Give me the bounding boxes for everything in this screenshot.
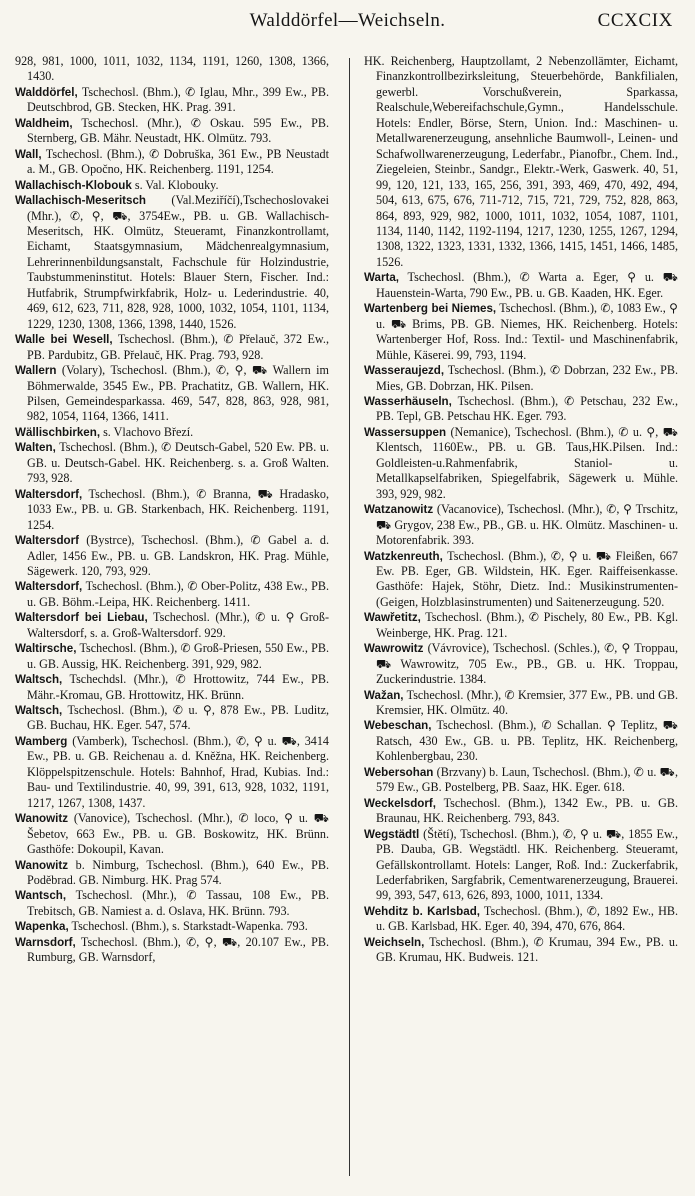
entry-text: Tschechosl. (Bhm.), ✆ Warta a. Eger, ⚲ u. ⛟ Hauenstein-Warta, 790 Ew., PB. u. GB. Kaaden, HK. Eger. — [376, 270, 678, 300]
entry-headword: Wällischbirken, — [15, 425, 101, 439]
gazetteer-entry — [364, 641, 678, 687]
gazetteer-entry — [364, 54, 678, 270]
entry-headword: Webeschan, — [364, 719, 432, 733]
entry-text: (Vanovice), Tschechosl. (Mhr.), ✆ loco, ⚲ u. ⛟ Šebetov, 663 Ew., PB. u. GB. Boskowitz, HK. Brünn. Gasthöfe: Dokoupil, Kavan. — [27, 811, 329, 857]
gazetteer-entry — [364, 270, 678, 301]
gazetteer-entry — [364, 425, 678, 502]
gazetteer-entry — [15, 858, 329, 889]
gazetteer-entry — [15, 703, 329, 734]
gazetteer-entry — [15, 610, 329, 641]
entry-text: (Vacanovice), Tschechosl. (Mhr.), ✆, ⚲ Trschitz, ⛟ Grygov, 238 Ew., PB., GB. u. HK. Olmütz. Maschinen- u. Motorenfabrik. 393. — [376, 502, 678, 548]
entry-text: Tschechosl. (Bhm.), ✆ Branna, ⛟ Hradasko, 1033 Ew., PB. u. GB. Starkenbach, HK. Reichenberg. 1191, 1254. — [27, 486, 329, 532]
entry-text: Tschechosl. (Bhm.), ✆ Deutsch-Gabel, 520 Ew. PB. u. GB. u. Deutsch-Gabel. HK. Reichenberg. s. a. Groß Walten. 793, 928. — [27, 440, 329, 486]
entry-headword: Wapenka, — [15, 920, 69, 934]
gazetteer-entry — [364, 610, 678, 641]
entry-text: Tschechosl. (Bhm.), ✆ Ober-Politz, 438 Ew., PB. u. GB. Böhm.-Leipa, HK. Reichenberg. 1411. — [27, 579, 329, 609]
gazetteer-entry — [364, 688, 678, 719]
entry-headword: Wažan, — [364, 688, 404, 702]
page-title: Walddörfel—Weichseln. — [249, 10, 446, 31]
entry-headword: Wantsch, — [15, 889, 67, 903]
entry-text: Tschechosl. (Bhm.), ✆ Petschau, 232 Ew., PB. Tepl, GB. Petschau HK. Eger. 793. — [376, 393, 678, 424]
gazetteer-entry — [15, 533, 329, 579]
gazetteer-entry — [364, 718, 678, 764]
entry-text: (Brzvany) b. Laun, Tschechosl. (Bhm.), ✆ u. ⛟, 579 Ew., GB. Postelberg, PB. Saaz, HK. Eger. 618. — [376, 764, 678, 795]
gazetteer-entry — [364, 549, 678, 611]
entry-text: Tschechosl. (Bhm.), s. Starkstadt-Wapenka. 793. — [68, 919, 308, 934]
entry-text: Tschechosl. (Bhm.), ✆ Dobruška, 361 Ew., PB Neustadt a. M., GB. Opočno, HK. Reichenberg. 1191, 1254. — [27, 146, 329, 177]
entry-text: (Nemanice), Tschechosl. (Bhm.), ✆ u. ⚲, ⛟ Klentsch, 1160Ew., PB. u. GB. Taus,HK.Pilsen. Ind.: Goldleisten-u.Rahmenfabrik, Staniol- u. Metallkapselfabriken, Spiegelfabrik, Sägewerk u. Mühle. 393, 929, 982. — [376, 424, 678, 501]
entry-text: Tschechosl. (Bhm.), ✆ Schallan. ⚲ Teplitz, ⛟ Ratsch, 430 Ew., GB. u. PB. Teplitz, HK. Reichenberg, Kohlenbergbau, 230. — [376, 718, 678, 764]
entry-headword: Warnsdorf, — [15, 935, 76, 949]
gazetteer-entry — [15, 641, 329, 672]
entry-headword: Waltersdorf — [15, 534, 79, 548]
entry-text: Tschechosl. (Bhm.), ✆ Pischely, 80 Ew., PB. Kgl. Weinberge, HK. Prag. 121. — [376, 610, 678, 640]
entry-text: Tschechosl. (Bhm.), ✆ Groß-Priesen, 550 Ew., PB. u. GB. Aussig, HK. Reichenberg. 391, 929, 982. — [27, 641, 329, 671]
entry-headword: Walten, — [15, 441, 56, 455]
entry-headword: Waltirsche, — [15, 642, 77, 656]
entry-text: Tschechosl. (Bhm.), ✆ Krumau, 394 Ew., PB. u. GB. Krumau, HK. Budweis. 121. — [376, 934, 678, 965]
entry-text: Tschechosl. (Bhm.), ✆ Iglau, Mhr., 399 Ew., PB. Deutschbrod, GB. Stecken, HK. Prag. 391. — [27, 84, 329, 115]
gazetteer-entry — [15, 147, 329, 178]
gazetteer-entry — [15, 363, 329, 425]
entry-text: Tschechosl. (Bhm.), ✆ Dobrzan, 232 Ew., PB. Mies, GB. Dobrzan, HK. Pilsen. — [376, 363, 678, 393]
entry-headword: Waltsch, — [15, 704, 63, 718]
entry-headword: Wamberg — [15, 734, 68, 748]
entry-text: Tschechosl. (Bhm.), ✆, ⚲, ⛟, 20.107 Ew., PB. Rumburg, GB. Warnsdorf, — [27, 934, 329, 965]
entry-text: Tschechosl. (Bhm.), ✆, 1083 Ew., ⚲ u. ⛟ Brims, PB. GB. Niemes, HK. Reichenberg. Hotels: Wartenberger Hof, Ross. Ind.: Textil- und Maschinenfabrik, Mühle, Käserei. 99, 793, 1194. — [376, 301, 678, 362]
entry-headword: Waltsch, — [15, 673, 63, 687]
gazetteer-entry — [15, 332, 329, 363]
gazetteer-entry — [364, 502, 678, 548]
entry-headword: Watzkenreuth, — [364, 549, 443, 563]
gazetteer-entry — [15, 440, 329, 486]
gazetteer-entry — [15, 425, 329, 440]
gazetteer-entry — [364, 904, 678, 935]
entry-text: Tschechosl. (Mhr.), ✆ Kremsier, 377 Ew., PB. und GB. Kremsier, HK. Olmütz. 40. — [376, 687, 678, 718]
entry-headword: Wallachisch-Klobouk — [15, 178, 132, 192]
entry-text: s. Vlachovo Březí. — [100, 424, 194, 439]
entry-headword: Waltersdorf bei Liebau, — [15, 611, 148, 625]
gazetteer-entry — [15, 579, 329, 610]
entry-text: HK. Reichenberg, Hauptzollamt, 2 Nebenzollämter, Eichamt, Finanzkontrollbezirksleitung, Steuerbehörde, Bankfilialen, gewerbl. Vorschußverein, Sparkassa, Realschule,Webereifachschule,Gymn., Handelsschule. Hotels: Endler, Börse, Stern, Union. Ind.: Maschinen- u. Metallwarenerzeugung, ansehnliche Baumwoll-, Leinen- und Schafwollwarenerzeugung, Lederfabr., Pianofbr., Chem. Ind., Ziegeleien, Steinbr., Sandgr., Elektr.-Werk, Gaswerk. 40, 51, 99, 120, 121, 133, 165, 256, 391, 393, 469, 470, 492, 494, 504, 613, 675, 676, 711-712, 715, 721, 729, 752, 828, 863, 864, 893, 929, 982, 1000, 1011, 1032, 1054, 1087, 1101, 1134, 1140, 1142, 1192-1194, 1217, 1230, 1255, 1267, 1294, 1308, 1322, 1323, 1331, 1332, 1366, 1415, 1451, 1466, 1485, 1526. — [364, 54, 678, 269]
page-header — [0, 8, 695, 38]
entry-headword: Waldheim, — [15, 116, 73, 130]
entry-text: s. Val. Klobouky. — [131, 177, 219, 192]
left-column — [15, 54, 329, 966]
entry-text: b. Nimburg, Tschechosl. (Bhm.), 640 Ew., PB. Poděbrad. GB. Nimburg. HK. Prag 574. — [27, 857, 329, 888]
gazetteer-entry — [15, 54, 329, 85]
right-column — [364, 54, 678, 966]
entry-headword: Weichseln, — [364, 935, 425, 949]
gazetteer-entry — [15, 672, 329, 703]
entry-text: Tschechdsl. (Mhr.), ✆ Hrottowitz, 744 Ew., PB. Mähr.-Kromau, GB. Hrottowitz, HK. Brünn. — [27, 672, 329, 702]
entry-text: Tschechosl. (Mhr.), ✆ Tassau, 108 Ew., PB. Trebitsch, GB. Namiest a. d. Oslava, HK. Brünn. 793. — [27, 888, 329, 918]
gazetteer-entry — [15, 178, 329, 193]
entry-headword: Weckelsdorf, — [364, 796, 436, 810]
entry-headword: Walddörfel, — [15, 85, 78, 99]
entry-headword: Watzanowitz — [364, 503, 434, 517]
gazetteer-entry — [15, 85, 329, 116]
entry-headword: Wegstädtl — [364, 827, 420, 841]
gazetteer-entry — [364, 796, 678, 827]
entry-headword: Wartenberg bei Niemes, — [364, 302, 497, 316]
entry-text: (Volary), Tschechosl. (Bhm.), ✆, ⚲, ⛟ Wallern im Böhmerwalde, 3545 Ew., PB. Prachatitz, GB. Wallern, HK. Pilsen, Gemeindesparkassa. 469, 547, 828, 863, 928, 981, 982, 1054, 1164, 1366, 1411. — [27, 363, 329, 424]
entry-text: (Vávrovice), Tschechosl. (Schles.), ✆, ⚲ Troppau, ⛟ Wawrowitz, 705 Ew., PB., GB. u. HK. Troppau, Zuckerindustrie. 1384. — [376, 641, 678, 687]
entry-headword: Waltersdorf, — [15, 580, 83, 594]
entry-headword: Warta, — [364, 271, 400, 285]
entry-headword: Wallachisch-Meseritsch — [15, 194, 147, 208]
gazetteer-entry — [364, 935, 678, 966]
entry-headword: Wehditz b. Karlsbad, — [364, 904, 480, 918]
entry-text: Tschechosl. (Bhm.), ✆ u. ⚲, 878 Ew., PB. Luditz, GB. Buchau, HK. Eger. 547, 574. — [27, 703, 329, 733]
gazetteer-entry — [15, 935, 329, 966]
gazetteer-entry — [364, 394, 678, 425]
entry-headword: Wawřetitz, — [364, 611, 421, 625]
entry-headword: Walle bei Wesell, — [15, 333, 113, 347]
entry-headword: Wall, — [15, 147, 42, 161]
gazetteer-entry — [364, 827, 678, 904]
entry-headword: Wawrowitz — [364, 642, 424, 656]
gazetteer-entry — [15, 888, 329, 919]
gazetteer-entry — [15, 919, 329, 934]
gazetteer-entry — [364, 301, 678, 363]
entry-headword: Webersohan — [364, 765, 434, 779]
entry-text: Tschechosl. (Mhr.), ✆ Oskau. 595 Ew., PB. Sternberg, GB. Mähr. Neustadt, HK. Olmütz. 793. — [27, 115, 329, 146]
gazetteer-entry — [15, 811, 329, 857]
entry-text: 928, 981, 1000, 1011, 1032, 1134, 1191, 1260, 1308, 1366, 1430. — [15, 54, 329, 84]
entry-text: (Štětí), Tschechosl. (Bhm.), ✆, ⚲ u. ⛟, 1855 Ew., PB. Dauba, GB. Wegstädtl. HK. Reichenberg. Steueramt, Gefällskontrollamt. Hotels: Langer, Roß. Ind.: Zuckerfabrik, Lederfabriken, Sargfabrik, Cementwarenerzeugung, Brauerei. 99, 393, 547, 613, 626, 893, 1000, 1011, 1334. — [376, 826, 678, 903]
entry-text: (Bystrce), Tschechosl. (Bhm.), ✆ Gabel a. d. Adler, 1456 Ew., PB. u. GB. Landskron, HK. Prag. Mühle, Sägewerk. 120, 793, 929. — [27, 533, 329, 578]
gazetteer-entry — [15, 193, 329, 332]
page-number: CCXCIX — [597, 10, 673, 31]
entry-headword: Waltersdorf, — [15, 487, 83, 501]
entry-text: Tschechosl. (Mhr.), ✆ u. ⚲ Groß-Waltersdorf, s. a. Groß-Waltersdorf. 929. — [27, 610, 329, 640]
gazetteer-entry — [15, 734, 329, 811]
entry-headword: Wassersuppen — [364, 425, 447, 439]
entry-headword: Wasseraujezd, — [364, 364, 445, 378]
entry-text: Tschechosl. (Bhm.), ✆, ⚲ u. ⛟ Fleißen, 667 Ew. PB. Eger, GB. Wildstein, HK. Eger. Raiffeisenkasse. Gasthöfe: Hajek, Stöhr, Dietz. Ind.: Musikinstrumenten- (Geigen, Holzblasinstrumenten) und Saitenerzeugung. 520. — [376, 548, 678, 609]
gazetteer-entry — [364, 765, 678, 796]
gazetteer-entry — [364, 363, 678, 394]
entry-text: Tschechosl. (Bhm.), 1342 Ew., PB. u. GB. Braunau, HK. Reichenberg. 793, 843. — [376, 795, 678, 826]
gazetteer-entry — [15, 487, 329, 533]
entry-text: Tschechosl. (Bhm.), ✆ Přelauč, 372 Ew., PB. Pardubitz, GB. Přelauč, HK. Prag. 793, 928. — [27, 332, 329, 362]
entry-text: Tschechosl. (Bhm.), ✆, 1892 Ew., HB. u. GB. Karlsbad, HK. Eger. 40, 394, 470, 676, 864. — [376, 903, 678, 934]
entry-text: (Vamberk), Tschechosl. (Bhm.), ✆, ⚲ u. ⛟, 3414 Ew., PB. u. GB. Reichenau a. d. Kněžna, HK. Reichenberg. Klöppelspitzenschule. Hotels: Bahnhof, Hrad, Kubias. Ind.: Bau- und Textilindustrie. 40, 99, 391, 613, 928, 1032, 1191, 1217, 1267, 1308, 1437. — [27, 733, 329, 810]
entry-headword: Wallern — [15, 364, 57, 378]
entry-headword: Wanowitz — [15, 858, 69, 872]
entry-headword: Wasserhäuseln, — [364, 394, 452, 408]
column-divider — [349, 58, 350, 1176]
entry-headword: Wanowitz — [15, 812, 69, 826]
entry-text: (Val.Meziříčí),Tschechoslovakei (Mhr.), ✆, ⚲, ⛟, 3754Ew., PB. u. GB. Wallachisch-Meseritsch, HK. Olmütz, Steueramt, Finanzkontrollamt, Eichamt, Staatsgymnasium, Mädchenrealgymnasium, Lehrerinnenbildungsanstalt, Fachschule für Holzindustrie, Taubstummeninstitut. Hotels: Blauer Stern, Fischer. Ind.: Hutfabrik, Strumpfwirkfabrik, Holz- u. Lederindustrie. 40, 469, 612, 623, 711, 828, 928, 1000, 1032, 1054, 1101, 1134, 1229, 1230, 1308, 1366, 1398, 1440, 1526. — [27, 193, 329, 331]
gazetteer-entry — [15, 116, 329, 147]
